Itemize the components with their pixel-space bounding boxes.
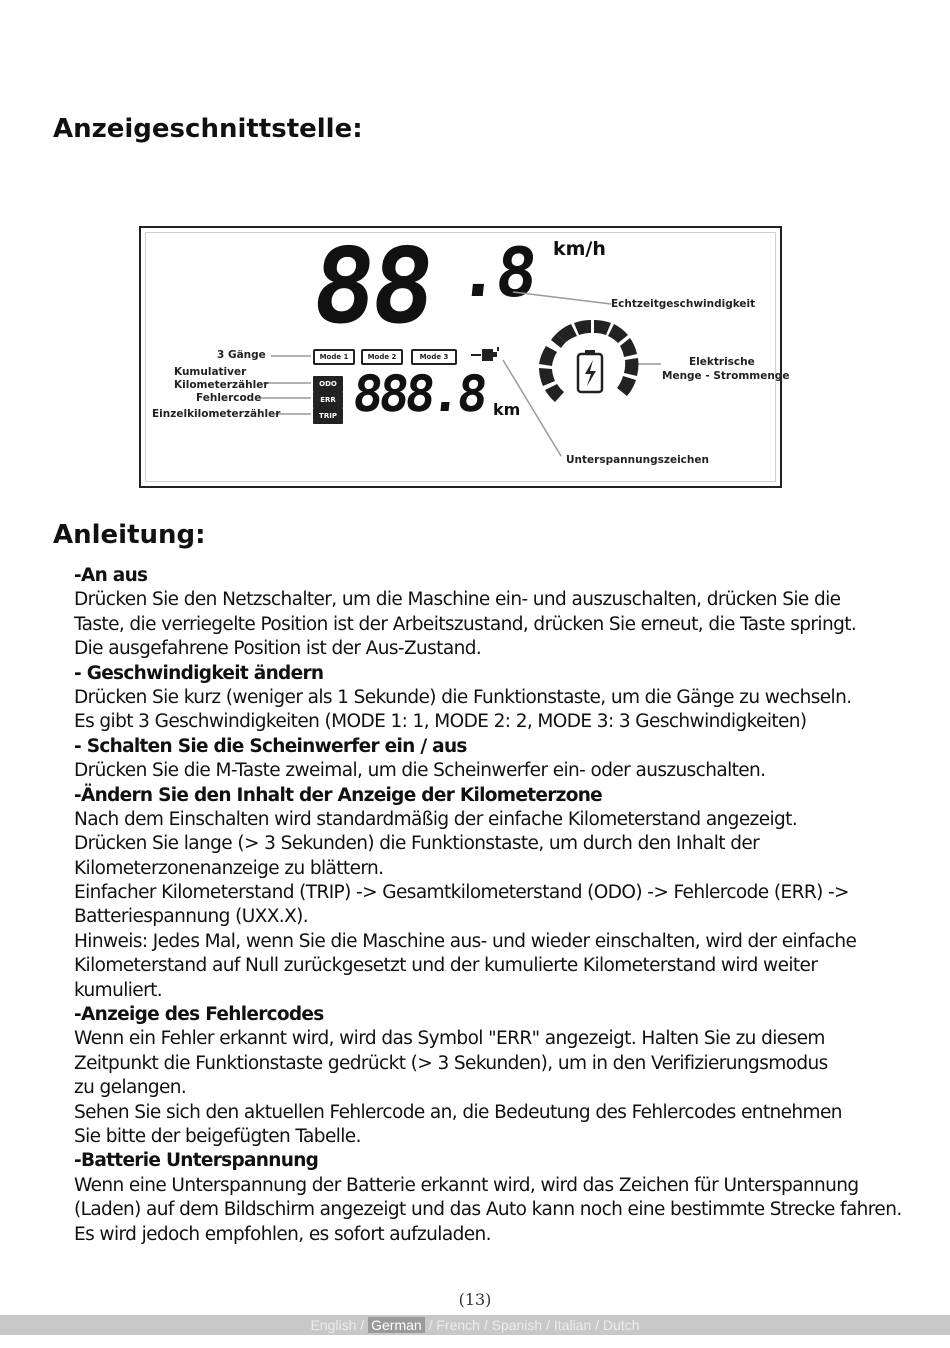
instruction-line: Kilometerstand auf Null zurückgesetzt und der kumulierte Kilometerstand wird weiter bbox=[74, 955, 818, 977]
instructions-body bbox=[74, 564, 944, 1247]
instruction-line: Einfacher Kilometerstand (TRIP) -> Gesamtkilometerstand (ODO) -> Fehlercode (ERR) -> bbox=[74, 882, 849, 904]
language-footer-bar bbox=[0, 1315, 950, 1335]
charging-plug-icon bbox=[471, 347, 499, 361]
instruction-line: (Laden) auf dem Bildschirm angezeigt und das Auto kann noch eine bestimmte Strecke fahren. bbox=[74, 1199, 902, 1221]
label-odo-line1: Kumulativer bbox=[174, 366, 247, 378]
trip-badge: TRIP bbox=[313, 408, 343, 424]
instruction-line: Hinweis: Jedes Mal, wenn Sie die Maschine aus- und wieder einschalten, wird der einfache bbox=[74, 930, 857, 952]
instruction-line: Wenn ein Fehler erkannt wird, wird das Symbol "ERR" angezeigt. Halten Sie zu diesem bbox=[74, 1028, 825, 1050]
instruction-line: Drücken Sie die M-Taste zweimal, um die Scheinwerfer ein- oder auszuschalten. bbox=[74, 760, 766, 782]
language-separator: / bbox=[479, 1317, 492, 1333]
instruction-line: Es wird jedoch empfohlen, es sofort aufzuladen. bbox=[74, 1223, 491, 1245]
speed-decimal-digit: .8 bbox=[454, 234, 538, 313]
label-battery-line1: Elektrische bbox=[689, 356, 755, 368]
label-realtime-speed: Echtzeitgeschwindigkeit bbox=[611, 298, 756, 310]
instructions-section-heading: Anleitung: bbox=[53, 520, 206, 550]
instruction-line: Taste, die verriegelte Position ist der Arbeitszustand, drücken Sie erneut, die Taste springt. bbox=[74, 613, 857, 635]
label-trip: Einzelkilometerzähler bbox=[152, 408, 281, 420]
instruction-subheading: -An aus bbox=[74, 565, 148, 586]
page-number: (13) bbox=[458, 1290, 492, 1309]
instruction-subheading: -Ändern Sie den Inhalt der Anzeige der Kilometerzone bbox=[74, 784, 603, 806]
label-three-gears: 3 Gänge bbox=[217, 349, 266, 361]
label-battery-line2: Menge - Strommenge bbox=[662, 370, 790, 382]
err-badge: ERR bbox=[313, 392, 343, 408]
display-section-heading: Anzeigeschnittstelle: bbox=[53, 114, 363, 144]
language-german: German bbox=[368, 1317, 425, 1333]
instruction-line: Batteriespannung (UXX.X). bbox=[74, 906, 309, 928]
battery-gauge-icon bbox=[539, 320, 638, 402]
mode-1-badge: Mode 1 bbox=[313, 349, 355, 365]
instruction-line: zu gelangen. bbox=[74, 1077, 187, 1099]
instruction-line: Wenn eine Unterspannung der Batterie erkannt wird, wird das Zeichen für Unterspannung bbox=[74, 1174, 859, 1196]
language-dutch: Dutch bbox=[602, 1317, 640, 1333]
instruction-subheading: -Anzeige des Fehlercodes bbox=[74, 1004, 324, 1026]
speed-digits: 88 bbox=[306, 225, 437, 347]
instruction-line: Drücken Sie kurz (weniger als 1 Sekunde) die Funktionstaste, um die Gänge zu wechseln. bbox=[74, 686, 852, 708]
instruction-line: Sehen Sie sich den aktuellen Fehlercode an, die Bedeutung des Fehlercodes entnehmen bbox=[74, 1101, 842, 1123]
lcd-display-diagram bbox=[139, 225, 790, 488]
odometer-unit: km bbox=[493, 400, 521, 419]
language-separator: / bbox=[356, 1317, 369, 1333]
instruction-line: Drücken Sie lange (> 3 Sekunden) die Funktionstaste, um durch den Inhalt der bbox=[74, 833, 760, 855]
instruction-line: Sie bitte der beigefügten Tabelle. bbox=[74, 1125, 361, 1147]
instruction-subheading: - Geschwindigkeit ändern bbox=[74, 662, 324, 684]
speed-unit: km/h bbox=[553, 238, 606, 260]
instruction-line: kumuliert. bbox=[74, 979, 163, 1001]
mode-2-badge: Mode 2 bbox=[361, 349, 403, 365]
language-english: English bbox=[310, 1317, 357, 1333]
language-italian: Italian bbox=[553, 1317, 592, 1333]
language-separator: / bbox=[542, 1317, 554, 1333]
bolt-icon bbox=[578, 350, 602, 392]
label-undervoltage: Unterspannungszeichen bbox=[566, 454, 709, 466]
instruction-line: Nach dem Einschalten wird standardmäßig der einfache Kilometerstand angezeigt. bbox=[74, 808, 798, 830]
label-error-code: Fehlercode bbox=[196, 392, 262, 404]
instruction-line: Zeitpunkt die Funktionstaste gedrückt (> 3 Sekunden), um in den Verifizierungsmodus bbox=[74, 1052, 828, 1074]
language-separator: / bbox=[424, 1317, 437, 1333]
odo-badge: ODO bbox=[313, 376, 343, 392]
instruction-subheading: - Schalten Sie die Scheinwerfer ein / aus bbox=[74, 735, 467, 757]
label-odo-line2: Kilometerzähler bbox=[174, 379, 269, 391]
language-french: French bbox=[436, 1317, 480, 1333]
instruction-line: Die ausgefahrene Position ist der Aus-Zustand. bbox=[74, 638, 482, 660]
instruction-line: Es gibt 3 Geschwindigkeiten (MODE 1: 1, MODE 2: 2, MODE 3: 3 Geschwindigkeiten) bbox=[74, 711, 807, 733]
instruction-subheading: -Batterie Unterspannung bbox=[74, 1150, 319, 1172]
instruction-line: Kilometerzonenanzeige zu blättern. bbox=[74, 857, 384, 879]
language-separator: / bbox=[591, 1317, 603, 1333]
instruction-line: Drücken Sie den Netzschalter, um die Maschine ein- und auszuschalten, drücken Sie die bbox=[74, 589, 841, 611]
language-spanish: Spanish bbox=[491, 1317, 543, 1333]
odometer-digits: 888.8 bbox=[349, 365, 487, 423]
mode-3-badge: Mode 3 bbox=[411, 349, 457, 365]
